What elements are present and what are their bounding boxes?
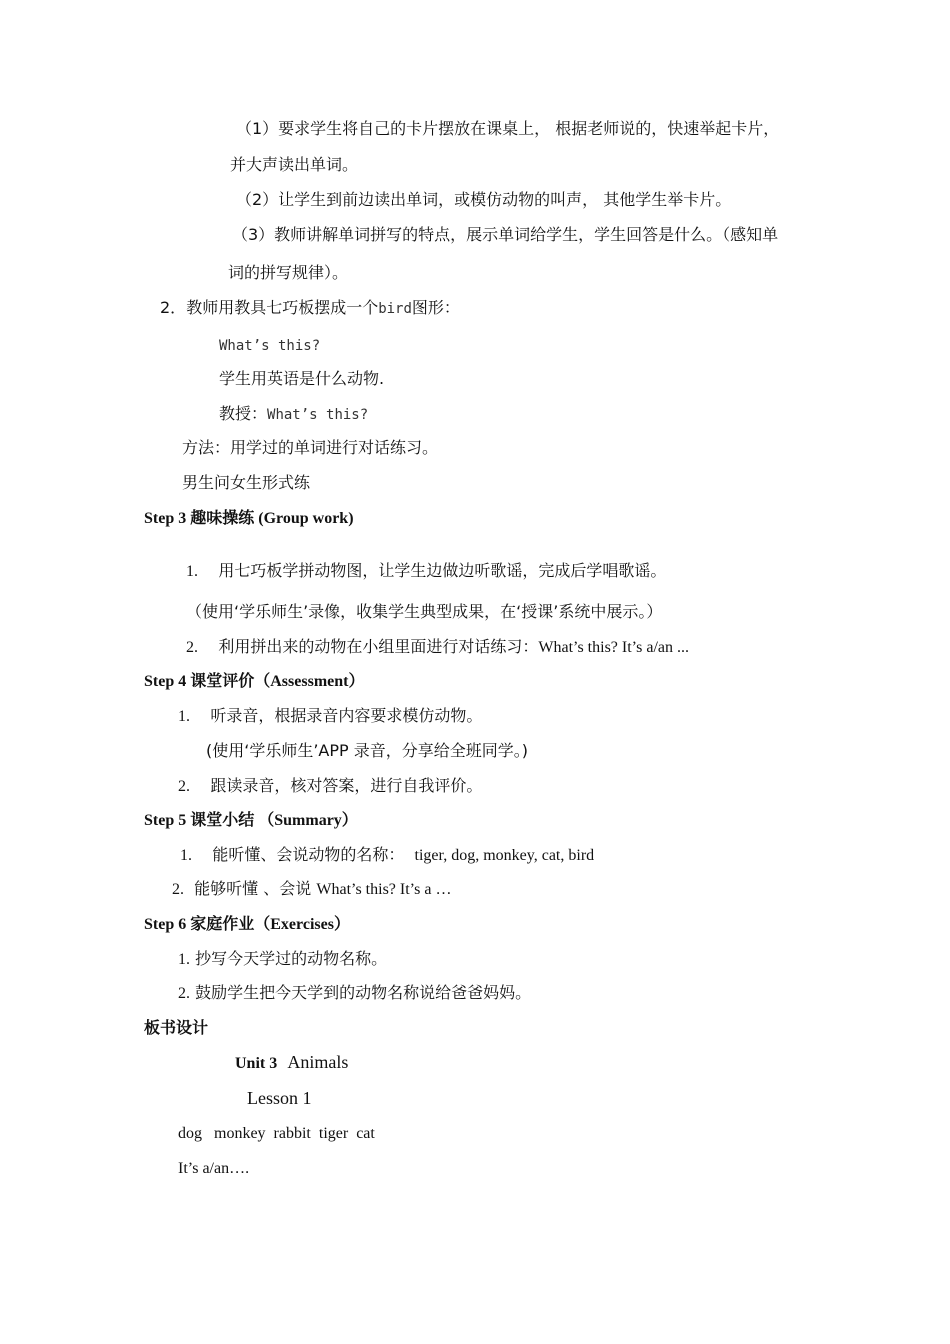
step4-title-en: （Assessment）	[254, 673, 365, 690]
item2-bird: bird	[378, 301, 412, 317]
step4-heading	[144, 670, 364, 693]
step5-item1-num: 1.	[180, 847, 192, 864]
step3-item2	[186, 636, 689, 659]
step3-title-en: (Group work)	[254, 510, 354, 527]
item2-teach-en: What’s this?	[267, 407, 369, 423]
step5-title-cn: 课堂小结	[190, 810, 255, 829]
item2-text: 教师用教具七巧板摆成一个	[186, 298, 379, 317]
item2-method: 方法：用学过的单词进行对话练习。	[182, 438, 439, 457]
step5-item1-en: tiger, dog, monkey, cat, bird	[414, 847, 595, 864]
item2-teach	[219, 403, 368, 426]
board-unit	[235, 1051, 348, 1075]
step6-item1	[178, 948, 387, 971]
step6-item2-text: 鼓励学生把今天学到的动物名称说给爸爸妈妈。	[195, 983, 532, 1002]
step2-item3-line2: 词的拼写规律）。	[228, 263, 349, 282]
board-lesson: Lesson 1	[247, 1088, 312, 1108]
item2-question: What’s this?	[219, 338, 321, 354]
step6-heading	[144, 913, 350, 936]
step4-item1-text: 听录音，根据录音内容要求模仿动物。	[210, 706, 483, 725]
step6-item2-num: 2.	[178, 985, 190, 1002]
board-pattern: It’s a/an….	[178, 1160, 250, 1177]
step6-item1-num: 1.	[178, 951, 190, 968]
step5-item2-en: What’s this? It’s a …	[316, 881, 452, 898]
step4-item2	[178, 775, 482, 798]
item2-teach-label: 教授：	[219, 404, 268, 423]
item2-number: 2．	[160, 298, 187, 317]
step3-title-cn: 趣味操练	[190, 508, 255, 527]
step3-item2-en: What’s this? It’s a/an ...	[538, 639, 689, 656]
step5-heading	[144, 809, 358, 832]
step4-item1	[178, 705, 482, 728]
step3-item2-text: 利用拼出来的动物在小组里面进行对话练习：	[218, 637, 539, 656]
board-words: dog monkey rabbit tiger cat	[178, 1125, 375, 1142]
step3-heading	[144, 507, 354, 530]
step2-item1-line2: 并大声读出单词。	[230, 155, 359, 174]
step5-item1	[180, 844, 594, 867]
step5-item2-num: 2.	[172, 881, 184, 898]
step4-label: Step 4	[144, 673, 191, 690]
step5-item1-text: 能听懂、会说动物的名称：	[212, 845, 405, 864]
step6-label: Step 6	[144, 916, 191, 933]
step5-label: Step 5	[144, 812, 191, 829]
step3-item1	[186, 560, 666, 583]
step3-item2-num: 2.	[186, 639, 198, 656]
step5-item2	[172, 878, 451, 901]
step3-note: （使用‘学乐师生’录像，收集学生典型成果，在‘授课’系统中展示。）	[186, 602, 663, 621]
item2-pairs: 男生问女生形式练	[182, 473, 311, 492]
step5-title-en: （Summary）	[254, 812, 358, 829]
item2-heading	[160, 297, 460, 320]
step6-item2	[178, 982, 531, 1005]
step6-item1-text: 抄写今天学过的动物名称。	[195, 949, 388, 968]
board-title: 板书设计	[144, 1018, 209, 1037]
step3-label: Step 3	[144, 510, 191, 527]
step4-item2-num: 2.	[178, 778, 190, 795]
step4-title-cn: 课堂评价	[190, 671, 255, 690]
step5-item2-text: 能够听懂 、会说	[194, 879, 317, 898]
step6-title-en: （Exercises）	[254, 916, 350, 933]
step4-item1-num: 1.	[178, 708, 190, 725]
step6-title-cn: 家庭作业	[190, 914, 255, 933]
step2-item3-line1: （3）教师讲解单词拼写的特点，展示单词给学生，学生回答是什么。（感知单	[232, 225, 779, 244]
step4-item2-text: 跟读录音，核对答案，进行自我评价。	[210, 776, 483, 795]
item2-tail: 图形：	[411, 298, 460, 317]
step2-item1-line1: （1）要求学生将自己的卡片摆放在课桌上， 根据老师说的，快速举起卡片，	[236, 119, 780, 138]
item2-answer: 学生用英语是什么动物.	[219, 369, 385, 388]
step4-note: (使用‘学乐师生’APP 录音，分享给全班同学。)	[206, 741, 528, 760]
board-unit-name: Animals	[287, 1052, 349, 1072]
step3-item1-num: 1.	[186, 563, 198, 580]
step3-item1-text: 用七巧板学拼动物图，让学生边做边听歌谣，完成后学唱歌谣。	[218, 561, 667, 580]
step2-item2: （2）让学生到前边读出单词，或模仿动物的叫声， 其他学生举卡片。	[236, 190, 732, 209]
board-unit-label: Unit 3	[235, 1055, 278, 1072]
